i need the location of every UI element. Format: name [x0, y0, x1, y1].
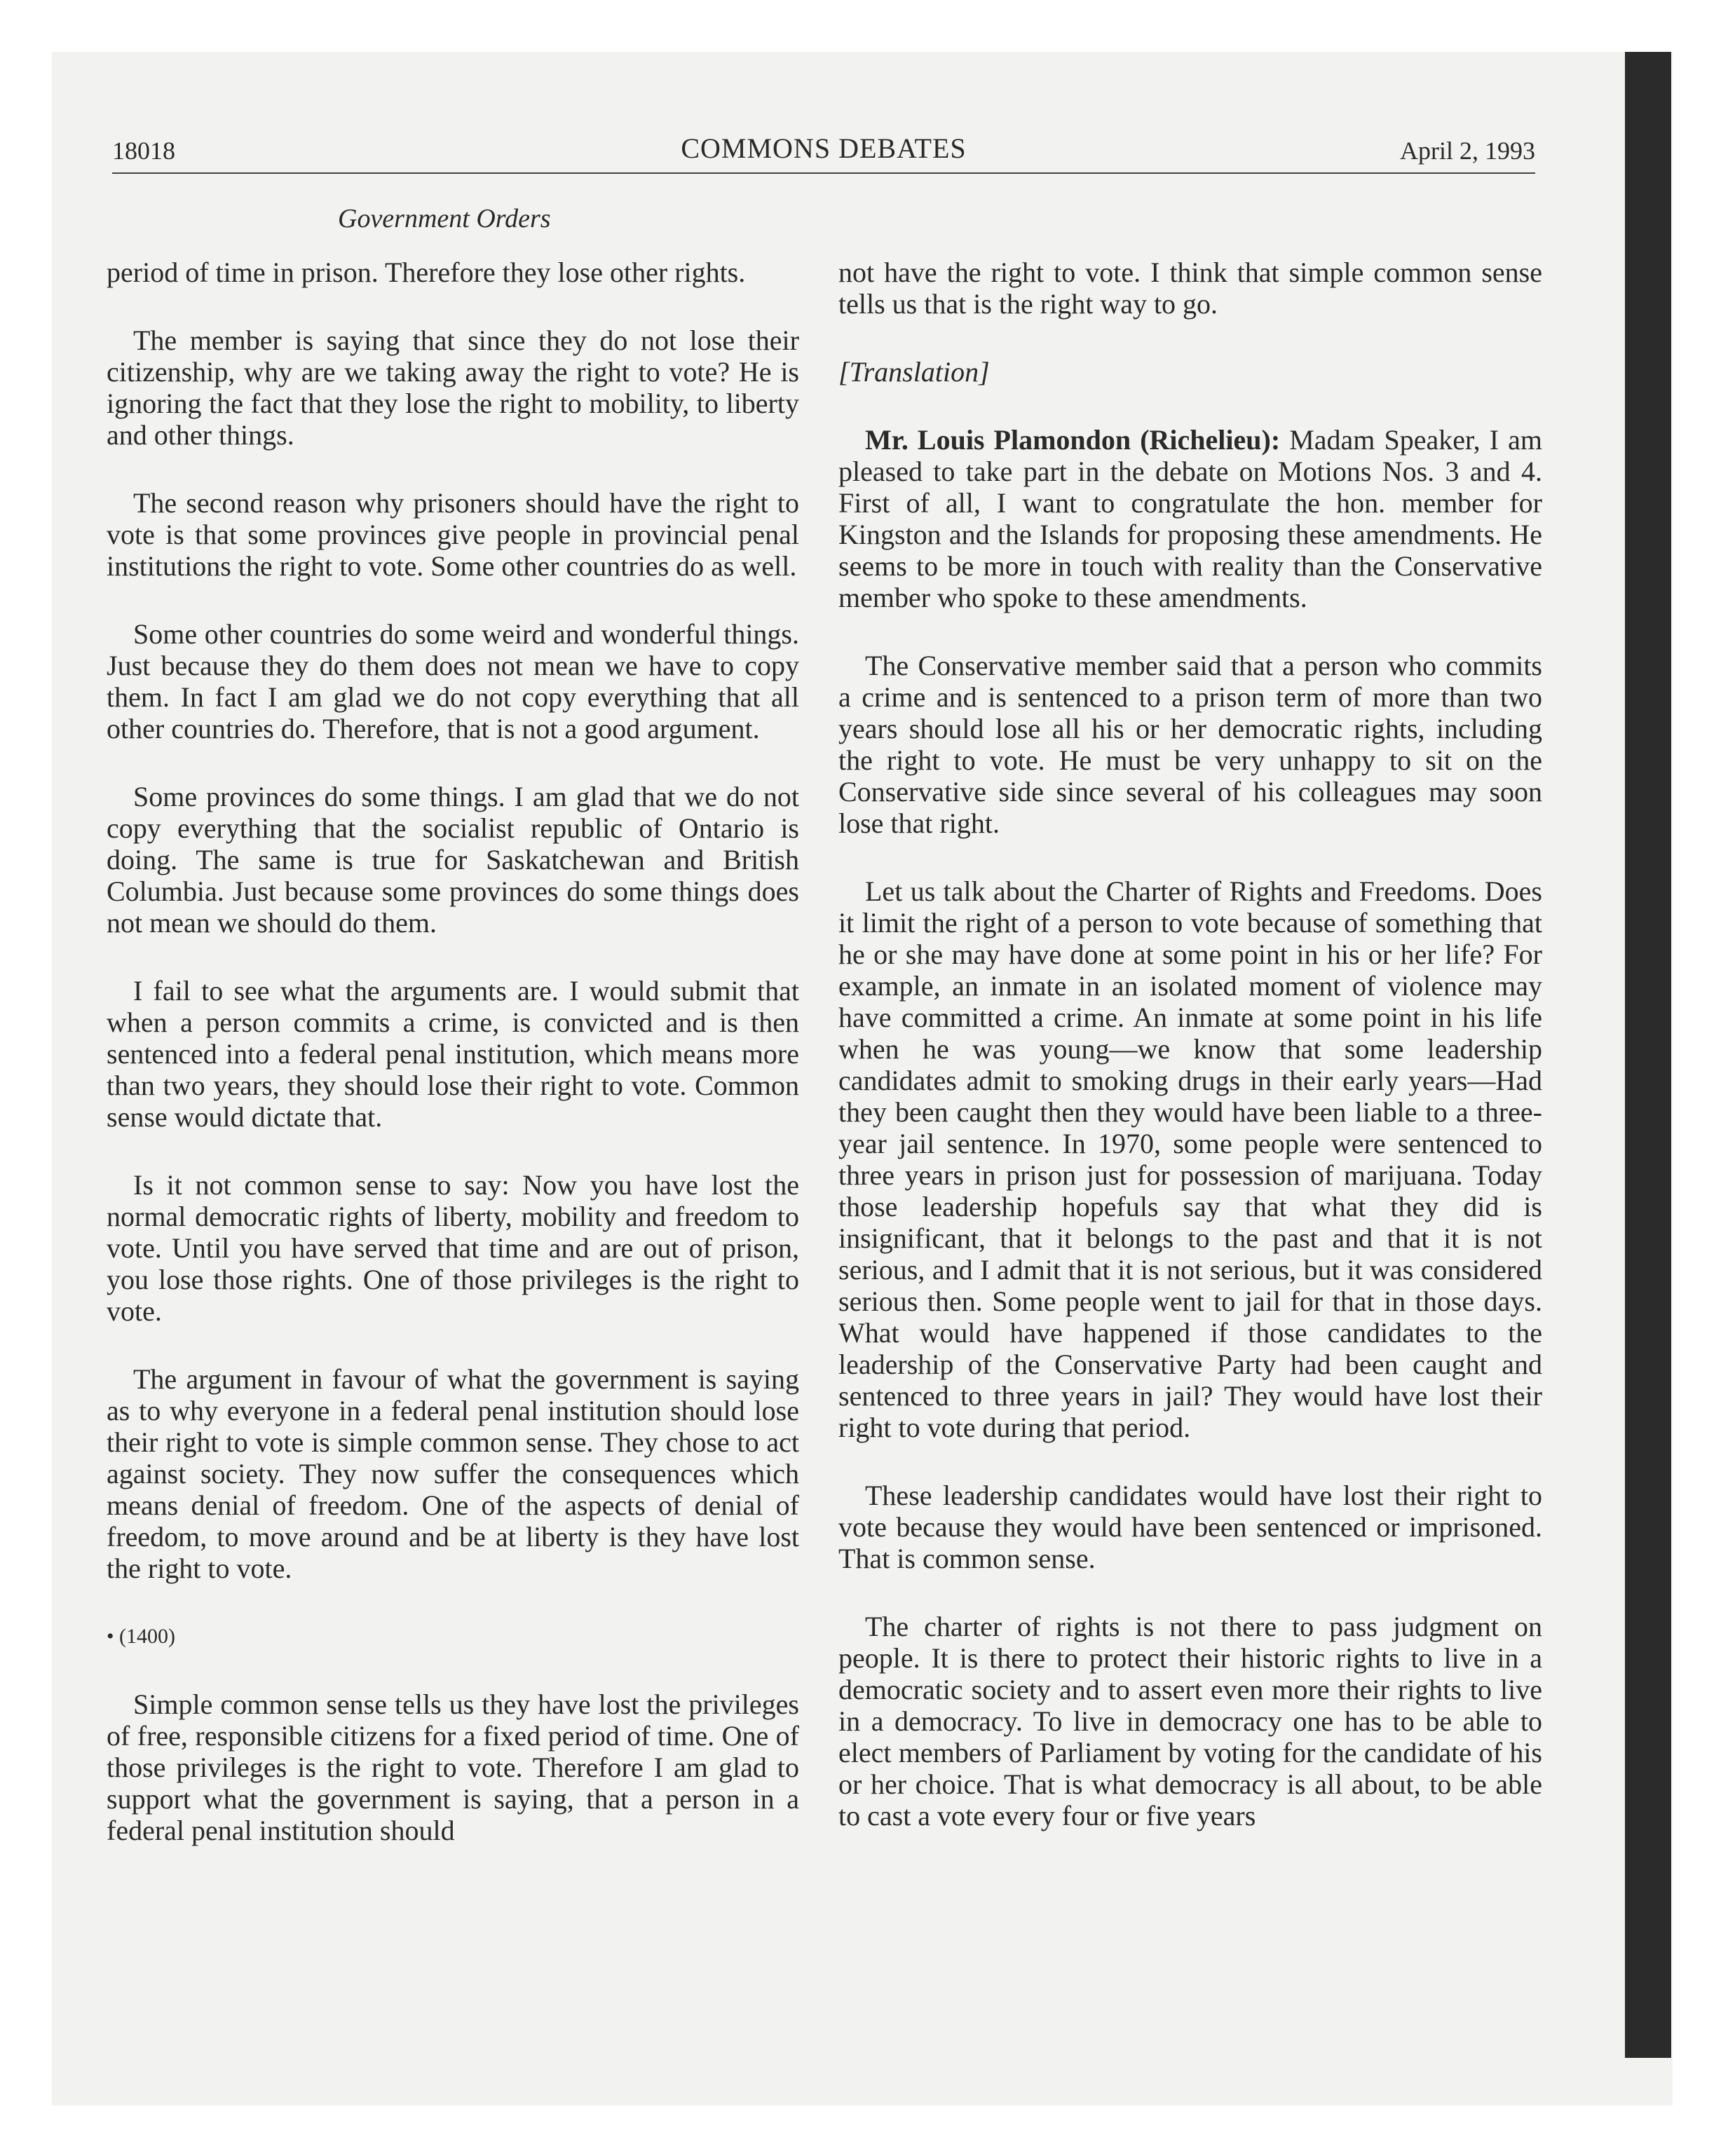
paragraph: The charter of rights is not there to pass judgment on people. It is there to protect their historic rights to live in a democratic society and to assert even more their rights to live in a democracy. To live in democracy one has to be able to elect members of Parliament by voting for the candidate of his or her choice. That is what democracy is all about, to be able to cast a vote every four or five years [838, 1611, 1542, 1831]
paragraph: These leadership candidates would have lost their right to vote because they would have been sentenced or imprisoned. That is common sense. [838, 1480, 1542, 1574]
paragraph: period of time in prison. Therefore they lose other rights. [107, 257, 746, 288]
paragraph: not have the right to vote. I think that simple common sense tells us that is the right way to go. [838, 257, 1542, 320]
speaker-name: Mr. Louis Plamondon (Richelieu): [865, 424, 1281, 456]
page-number: 18018 [112, 137, 175, 165]
running-header [112, 132, 1535, 168]
paragraph: The Conservative member said that a person who commits a crime and is sentenced to a prison term of more than two years should lose all his or her democratic rights, including the right to vote. He must be very unhappy to sit on the Conservative side since several of his colleagues may soon lose that right. [838, 650, 1542, 839]
paragraph: Simple common sense tells us they have lost the privileges of free, responsible citizens for a fixed period of time. One of those privileges is the right to vote. Therefore I am glad to support what the government is saying, that a person in a federal penal institution should [107, 1688, 799, 1846]
section-title: Government Orders [338, 204, 551, 233]
publication-title: COMMONS DEBATES [681, 132, 967, 164]
scan-edge-shadow [1625, 52, 1671, 2058]
paragraph: Some other countries do some weird and wonderful things. Just because they do them does not mean we have to copy them. In fact I am glad we do not copy everything that all other countries do. Therefore, that is not a good argument. [107, 618, 799, 744]
paragraph: Some provinces do some things. I am glad that we do not copy everything that the socialist republic of Ontario is doing. The same is true for Saskatchewan and British Columbia. Just because some provinces do some things does not mean we should do them. [107, 781, 799, 939]
paragraph: The second reason why prisoners should have the right to vote is that some provinces give people in provincial penal institutions the right to vote. Some other countries do as well. [107, 487, 799, 582]
header-rule [112, 172, 1535, 174]
paragraph: The member is saying that since they do not lose their citizenship, why are we taking away the right to vote? He is ignoring the fact that they lose the right to mobility, to liberty and other things. [107, 325, 799, 451]
translation-marker: [Translation] [838, 356, 990, 388]
publication-date: April 2, 1993 [1400, 137, 1535, 165]
speech-text: Madam Speaker, I am pleased to take part in the debate on Motions Nos. 3 and 4. First of all, I want to congratulate the hon. member for Kingston and the Islands for proposing these amendments. He seems to be more in touch with reality than the Conservative member who spoke to these amendments. [838, 424, 1542, 613]
paragraph: I fail to see what the arguments are. I would submit that when a person commits a crime, is convicted and is then sentenced into a federal penal institution, which means more than two years, they should lose their right to vote. Common sense would dictate that. [107, 975, 799, 1133]
speaker-paragraph [838, 424, 1542, 613]
paragraph: The argument in favour of what the government is saying as to why everyone in a federal penal institution should lose their right to vote is simple common sense. They chose to act against society. They now suffer the consequences which means denial of freedom. One of the aspects of denial of freedom, to move around and be at liberty is they have lost the right to vote. [107, 1363, 799, 1584]
time-stamp: • (1400) [107, 1625, 175, 1648]
paragraph: Let us talk about the Charter of Rights and Freedoms. Does it limit the right of a person to vote because of something that he or she may have done at some point in his or her life? For example, an inmate in an isolated moment of violence may have committed a crime. An inmate at some point in his life when he was young—we know that some leadership candidates admit to smoking drugs in their early years—Had they been caught then they would have been liable to a three-year jail sentence. In 1970, some people were sentenced to three years in prison just for possession of marijuana. Today those leadership hopefuls say that what they did is insignificant, that it belongs to the past and that it is not serious, and I admit that it is not serious, but it was considered serious then. Some people went to jail for that in those days. What would have happened if those candidates to the leadership of the Conservative Party had been caught and sentenced to three years in jail? They would have lost their right to vote during that period. [838, 875, 1542, 1443]
left-column [107, 257, 799, 1883]
paragraph: Is it not common sense to say: Now you have lost the normal democratic rights of liberty, mobility and freedom to vote. Until you have served that time and are out of prison, you lose those rights. One of those privileges is the right to vote. [107, 1169, 799, 1327]
right-column [838, 257, 1542, 1868]
